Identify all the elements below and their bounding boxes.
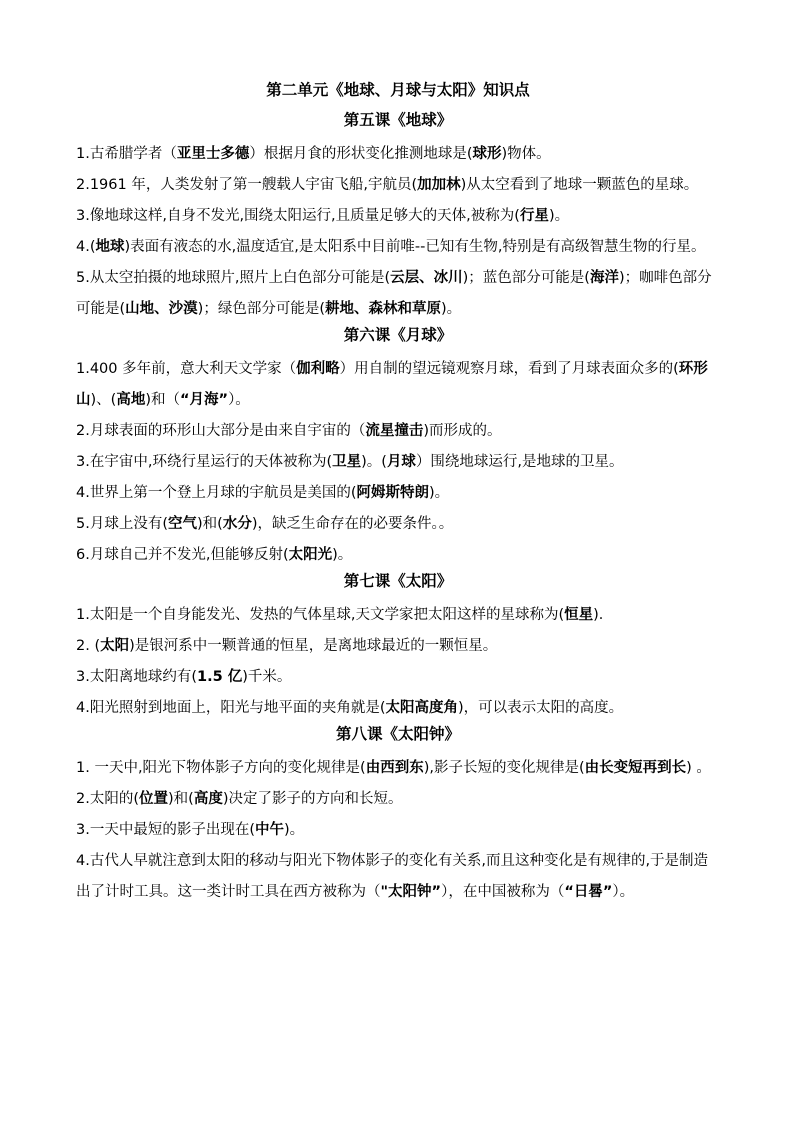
item-text: 1. 一天中,阳光下物体影子方向的变化规律是( — [76, 760, 366, 776]
answer-text: 1.5 亿 — [197, 669, 243, 685]
item-text: 5.从太空拍摄的地球照片,照片上白色部分可能是( — [76, 270, 391, 286]
answer-text: 阿姆斯特朗 — [356, 485, 429, 501]
item-text: 3.一天中最短的影子出现在( — [76, 822, 255, 838]
item-text: )而形成的。 — [423, 423, 502, 439]
answer-text: 位置 — [139, 791, 168, 807]
answer-text: 球形 — [472, 146, 502, 162]
item-text: )、( — [90, 392, 117, 408]
item-text: )，可以表示太阳的高度。 — [458, 700, 624, 716]
answer-text: 卫星 — [332, 454, 362, 470]
item-text: )． — [593, 607, 614, 623]
item-text: )；蓝色部分可能是( — [462, 270, 590, 286]
item-text: 1.古希腊学者（ — [76, 146, 177, 162]
knowledge-item — [76, 170, 720, 201]
item-text: ）根据月食的形状变化推测地球是( — [249, 146, 473, 162]
knowledge-item — [76, 540, 720, 571]
knowledge-item — [76, 815, 720, 846]
item-text: )和( — [168, 791, 194, 807]
knowledge-item — [76, 693, 720, 724]
item-text: 3.在宇宙中,环绕行星运行的天体被称为( — [76, 454, 333, 470]
item-text: 5.月球上没有( — [76, 516, 168, 532]
item-text: 3.像地球这样,自身不发光,围绕太阳运行,且质量足够大的天体,被称为( — [76, 208, 520, 224]
lesson-title: 第五课《地球》 — [343, 111, 453, 129]
lesson-title: 第六课《月球》 — [343, 326, 453, 344]
item-text: ) 。 — [686, 760, 711, 776]
answer-text: 耕地、森林和草原 — [325, 301, 441, 317]
item-text: 1.太阳是一个自身能发光、发热的气体星球,天文学家把太阳这样的星球称为( — [76, 607, 565, 623]
answer-text: 山地、沙漠 — [125, 301, 198, 317]
item-text: ),影子长短的变化规律是( — [423, 760, 585, 776]
item-text: )决定了影子的方向和长短。 — [222, 791, 403, 807]
item-text: )；绿色部分可能是( — [197, 301, 325, 317]
answer-text: 水分 — [222, 516, 252, 532]
item-text: )。 — [429, 485, 450, 501]
item-text: )。( — [361, 454, 387, 470]
answer-text: 地球 — [95, 239, 125, 255]
item-text: ）。 — [612, 884, 635, 900]
knowledge-item — [76, 600, 720, 631]
item-text: 2.月球表面的环形山大部分是由来自宇宙的（ — [76, 423, 366, 439]
answer-text: “月海” — [180, 392, 229, 408]
knowledge-item — [76, 662, 720, 693]
answer-text: 中午 — [255, 822, 284, 838]
item-text: )和（ — [145, 392, 180, 408]
knowledge-item — [76, 232, 720, 263]
answer-text: 恒星 — [564, 607, 594, 623]
knowledge-item — [76, 509, 720, 540]
item-text: 4.( — [76, 239, 96, 255]
answer-text: "太阳钟” — [380, 884, 442, 900]
item-text: 4.古代人早就注意到太阳的移动与阳光下物体影子的变化有关系,而且这种变化是有规律的,于是制造出了计时工具。这一类计时工具在西方被称为（ — [76, 853, 709, 900]
item-text: )。 — [548, 208, 570, 224]
answer-text: 太阳高度角 — [385, 700, 458, 716]
item-text: 2.1961 年，人类发射了第一艘载人宇宙飞船,宇航员( — [76, 177, 418, 193]
document-title: 第二单元《地球、月球与太阳》知识点 — [266, 81, 530, 99]
item-text: 1.400 多年前，意大利天文学家（ — [76, 361, 297, 377]
knowledge-item — [76, 263, 720, 325]
answer-text: 流星撞击 — [365, 423, 424, 439]
item-text: )和( — [197, 516, 223, 532]
item-text: )。 — [441, 301, 462, 317]
item-text: )物体。 — [501, 146, 551, 162]
answer-text: 环形山 — [76, 361, 708, 408]
answer-text: 由长变短再到长 — [584, 760, 687, 776]
item-text: )。 — [332, 547, 353, 563]
answer-text: 云层、冰川 — [390, 270, 463, 286]
lesson-title: 第八课《太阳钟》 — [335, 725, 460, 743]
answer-text: 太阳光 — [288, 547, 333, 563]
answer-text: 由西到东 — [365, 760, 424, 776]
answer-text: “日晷” — [564, 884, 613, 900]
item-text: 2.太阳的( — [76, 791, 139, 807]
item-text: ）用自制的望远镜观察月球，看到了月球表面众多的( — [339, 361, 679, 377]
knowledge-item — [76, 478, 720, 509]
answer-text: 加加林 — [417, 177, 461, 193]
knowledge-item — [76, 631, 720, 662]
item-text: 3.太阳离地球约有( — [76, 669, 197, 685]
item-text: ）。 — [228, 392, 250, 408]
answer-text: 海洋 — [589, 270, 619, 286]
knowledge-item — [76, 354, 720, 416]
item-text: 4.世界上第一个登上月球的宇航员是美国的( — [76, 485, 357, 501]
answer-text: 高度 — [193, 791, 223, 807]
item-text: )千米。 — [242, 669, 292, 685]
item-text: 2. ( — [76, 638, 101, 654]
item-text: )从太空看到了地球一颗蓝色的星球。 — [460, 177, 699, 193]
lessons-container — [76, 110, 720, 908]
lesson-title: 第七课《太阳》 — [343, 572, 453, 590]
item-text: 6.月球自己并不发光,但能够反射( — [76, 547, 289, 563]
item-text: )。 — [284, 822, 305, 838]
knowledge-item — [76, 447, 720, 478]
knowledge-item — [76, 201, 720, 232]
answer-text: 高地 — [116, 392, 146, 408]
answer-text: 行星 — [519, 208, 549, 224]
answer-text: 伽利略 — [296, 361, 340, 377]
knowledge-item — [76, 784, 720, 815]
knowledge-item — [76, 753, 720, 784]
answer-text: 空气 — [168, 516, 197, 532]
item-text: )是银河系中一颗普通的恒星，是离地球最近的一颗恒星。 — [129, 638, 498, 654]
item-text: )；咖啡色部分可能是( — [76, 270, 712, 317]
item-text: )表面有液态的水,温度适宜,是太阳系中目前唯--已知有生物,特别是有高级智慧生物的行星。 — [124, 239, 706, 255]
knowledge-item — [76, 846, 720, 908]
item-text: )，缺乏生命存在的必要条件。。 — [251, 516, 454, 532]
answer-text: 月球 — [386, 454, 416, 470]
item-text: 4.阳光照射到地面上，阳光与地平面的夹角就是( — [76, 700, 386, 716]
item-text: ），在中国被称为（ — [441, 884, 565, 900]
item-text: ）围绕地球运行,是地球的卫星。 — [415, 454, 624, 470]
knowledge-item — [76, 139, 720, 170]
answer-text: 太阳 — [100, 638, 130, 654]
knowledge-item — [76, 416, 720, 447]
answer-text: 亚里士多德 — [176, 146, 250, 162]
